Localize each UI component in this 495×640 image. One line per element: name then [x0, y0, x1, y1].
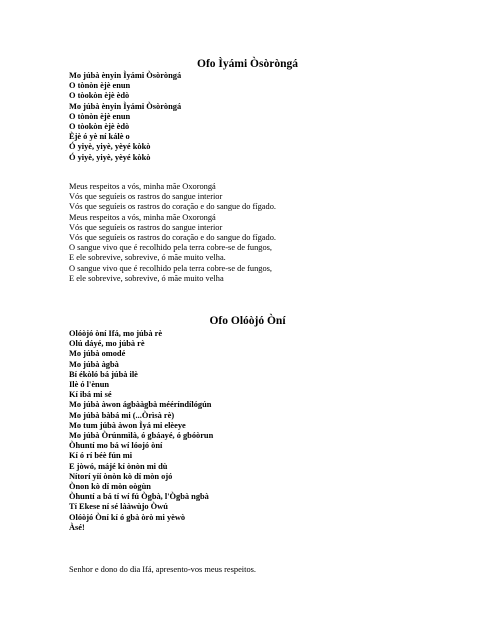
section1-title: Ofo Ìyámi Òsòròngá [197, 58, 298, 70]
verse-line: Èjè ó yè ní kálè o [69, 132, 130, 142]
section2-title: Ofo Olóòjó Òní [209, 315, 286, 327]
translation-line: Senhor e dono do dia Ifá, apresento-vos meus respeitos. [69, 565, 256, 574]
verse-line: Mo júbà bàbá mi (...Òrìsà rè) [69, 410, 175, 420]
verse-line: Ònon kò dí mòn oògùn [69, 482, 151, 492]
verse-line: Àsé! [69, 522, 85, 532]
verse-line: Kí ibá mi sé [69, 390, 112, 400]
verse-line: Mo júbà ènyin Ìyámi Òsòròngá [69, 101, 182, 111]
translation-line: Vós que seguíeis os rastros do coração e do sangue do fígado. [69, 202, 276, 212]
verse-line: Kí ó rí béè fún mi [69, 451, 133, 461]
verse-line: Tí Ekese ní sé lààwùjo Òwú [69, 502, 168, 512]
translation-line: Vós que seguíeis os rastros do coração e do sangue do fígado. [69, 233, 276, 243]
verse-line: Òhuntí mo bá wí lóojó òní [69, 441, 163, 451]
translation-line: Meus respeitos a vós, minha mãe Oxorongá [69, 212, 216, 222]
verse-line: Mo júbà omodé [69, 349, 126, 359]
verse-line: Òhuntí a bá tí wí fú Ògbà, l'Ògbà ngbà [69, 492, 209, 502]
verse-line: Bí ékòló bá júbà ilè [69, 369, 138, 379]
verse-line: O tònòn èjè enun [69, 111, 131, 121]
translation-line: Vós que seguíeis os rastros do sangue interior [69, 222, 223, 232]
section1-verses [69, 71, 479, 163]
verse-line: O tòokòn èjè èdò [69, 122, 130, 132]
translation-line: Vós que seguíeis os rastros do sangue interior [69, 192, 223, 202]
verse-line: O tònòn èjè enun [69, 81, 131, 91]
verse-line: Mo tum júbà àwon Ìyá mi elèeye [69, 420, 186, 430]
verse-line: E jòwó, májé kí ònòn mi dù [69, 461, 168, 471]
verse-line: O tòokòn èjè èdò [69, 91, 130, 101]
verse-line: Olóòjó Òní kí ó gbà òrò mi yèwò [69, 512, 186, 522]
verse-line: Ó yiyè, yiyè, yèyé kòkò [69, 142, 151, 152]
verse-line: Olú dáyé, mo júbà rè [69, 339, 145, 349]
verse-line: Mo júbà àwon ágbààgbà mééríndílógún [69, 400, 212, 410]
verse-line: Mo júbà ènyin Ìyámi Òsòròngá [69, 71, 182, 80]
section1-translation [69, 182, 479, 284]
section2-verses [69, 329, 479, 533]
translation-line: Meus respeitos a vós, minha mãe Oxorongá [69, 182, 216, 191]
verse-line: Mo júbà àgbà [69, 359, 119, 369]
verse-line: Mo júbà Òrúnmìlà, ó gbáayé, ó gbóòrun [69, 431, 214, 441]
translation-line: E ele sobrevive, sobrevive, ó mãe muito velha [69, 273, 224, 283]
verse-line: Nítorí yíí ònòn kò dí mòn ojó [69, 471, 173, 481]
translation-line: O sangue vivo que é recolhido pela terra cobre-se de fungos, [69, 263, 273, 273]
translation-line: E ele sobrevive, sobrevive, ó mãe muito velha. [69, 253, 226, 263]
translation-line: O sangue vivo que é recolhido pela terra cobre-se de fungos, [69, 243, 273, 253]
section2-translation [69, 565, 479, 575]
verse-line: Ilè ó l'ènun [69, 380, 110, 390]
verse-line: Ó yiyè, yiyè, yèyé kòkò [69, 152, 151, 162]
verse-line: Olóòjó òní Ifá, mo júbà rè [69, 329, 163, 338]
